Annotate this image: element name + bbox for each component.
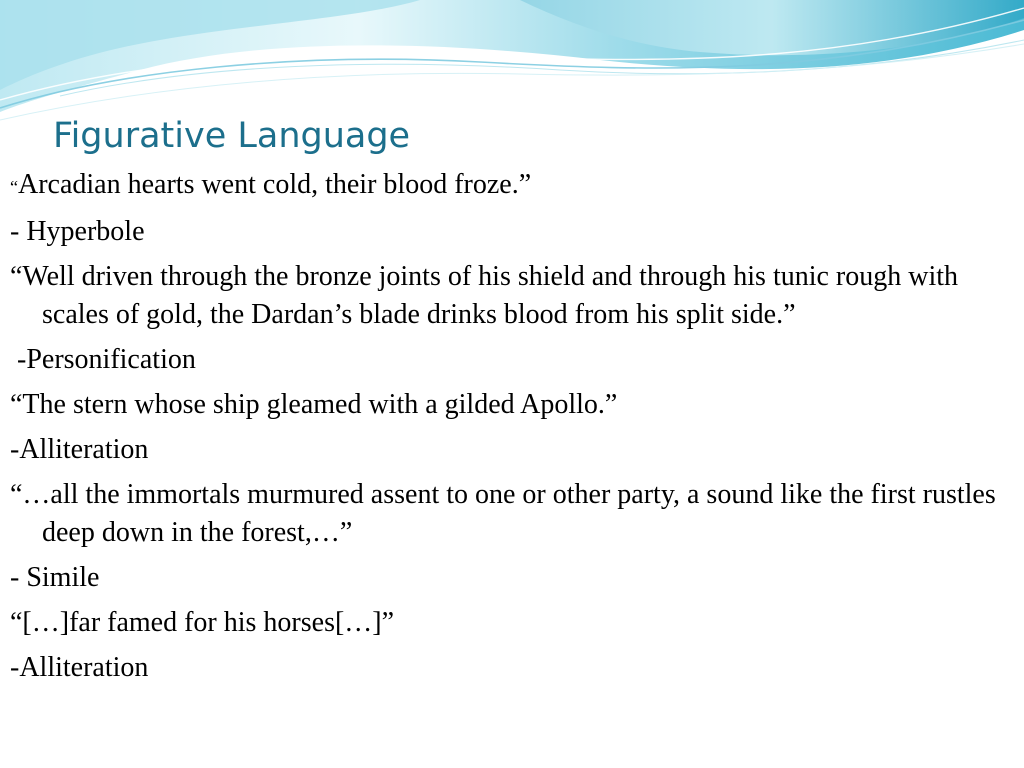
slide-body (10, 166, 1010, 694)
paragraph-text: “[…]far famed for his horses[…]” (10, 607, 395, 638)
paragraph-text: - Hyperbole (10, 216, 145, 247)
body-paragraph (10, 476, 1010, 552)
paragraph-text: “Well driven through the bronze joints of his shield and through his tunic rough with scales of gold, the Dardan’s blade drinks blood from his split side.” (10, 261, 959, 330)
body-paragraph (10, 559, 1010, 597)
body-paragraph (10, 604, 1010, 642)
body-paragraph (10, 166, 1010, 206)
body-paragraph (10, 341, 1010, 379)
opening-quote-mark: “ (10, 177, 18, 197)
paragraph-text: -Alliteration (10, 434, 149, 465)
body-paragraph (10, 386, 1010, 424)
body-paragraph (10, 258, 1010, 334)
paragraph-text: Arcadian hearts went cold, their blood froze.” (18, 169, 532, 200)
header-wave-decoration (0, 0, 1024, 130)
body-paragraph (10, 213, 1010, 251)
body-paragraph (10, 649, 1010, 687)
body-paragraph (10, 431, 1010, 469)
paragraph-text: -Alliteration (10, 652, 149, 683)
paragraph-text: -Personification (10, 344, 196, 375)
paragraph-text: “The stern whose ship gleamed with a gilded Apollo.” (10, 389, 618, 420)
paragraph-text: “…all the immortals murmured assent to one or other party, a sound like the first rustles deep down in the forest,…” (10, 479, 996, 548)
paragraph-text: - Simile (10, 562, 100, 593)
slide-title: Figurative Language (53, 116, 411, 156)
